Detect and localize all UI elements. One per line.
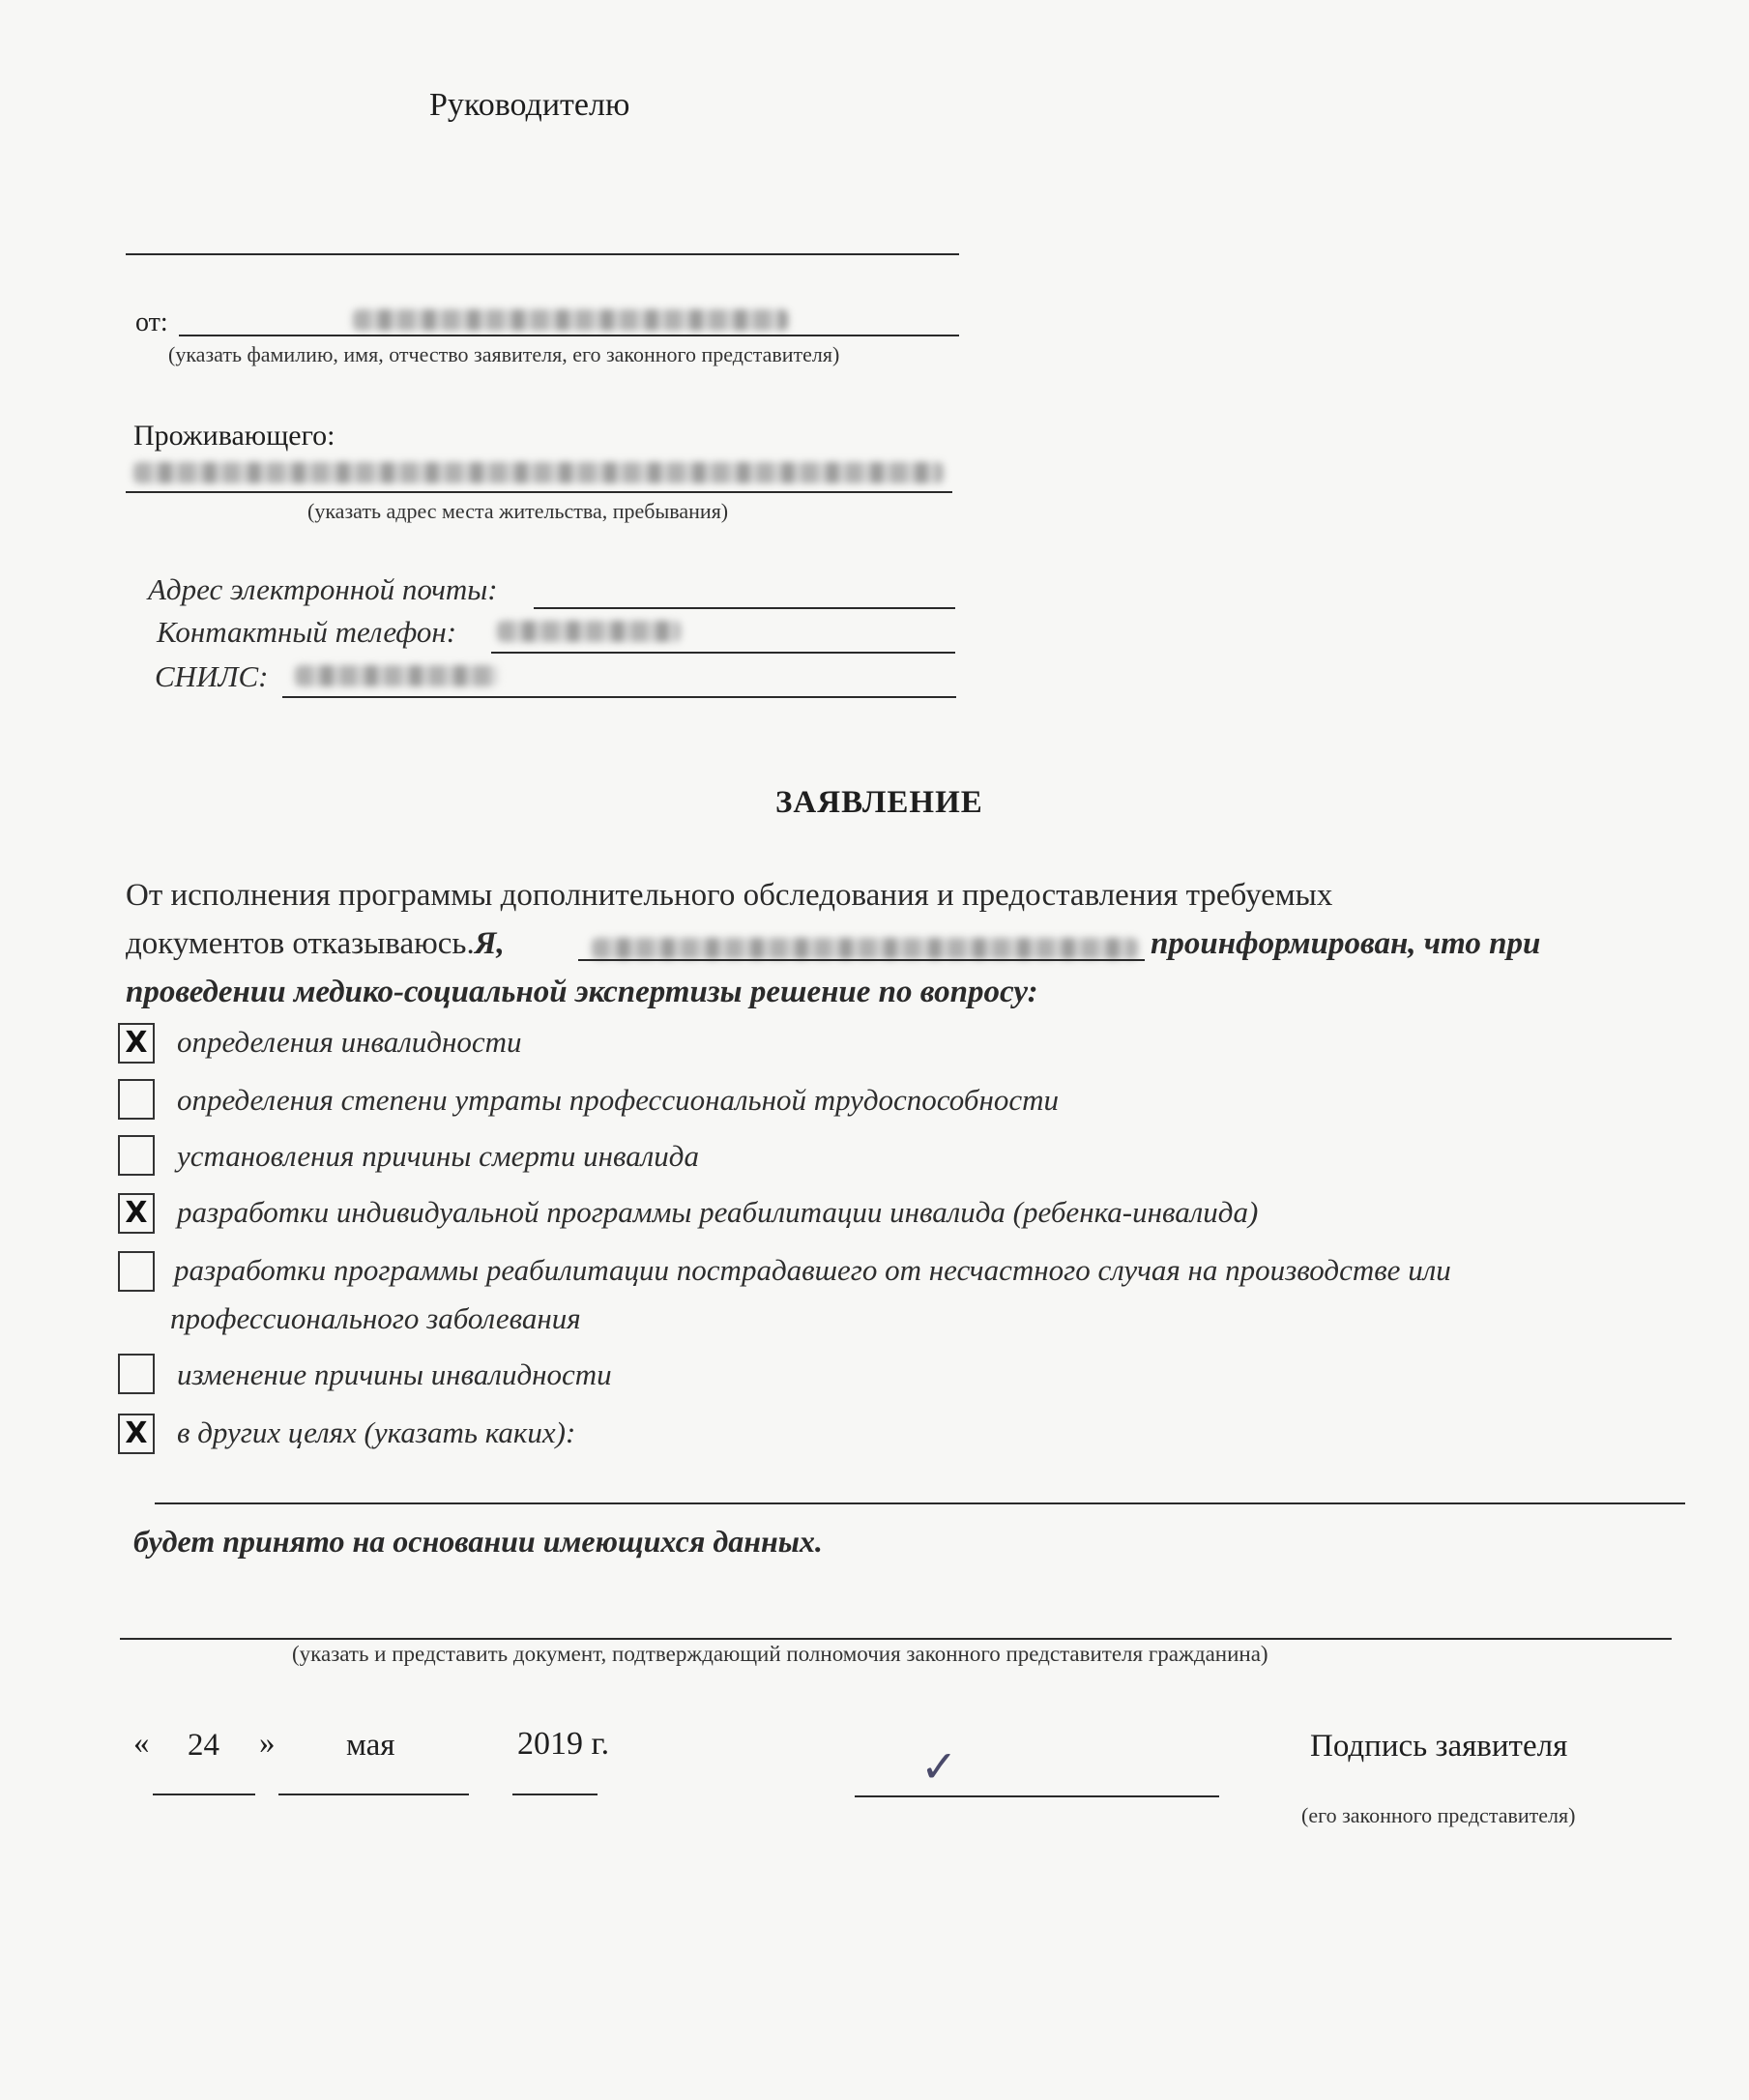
date-day-line (153, 1794, 255, 1795)
redacted-applicant-name (353, 309, 788, 331)
checkbox-other-purposes[interactable]: X (118, 1414, 155, 1454)
addressee: Руководителю (429, 87, 630, 123)
date-day: 24 (188, 1728, 219, 1763)
document-title: ЗАЯВЛЕНИЕ (775, 785, 983, 820)
residing-label: Проживающего: (133, 420, 335, 452)
option-work-capacity: определения степени утраты профессиональной трудоспособности (177, 1083, 1059, 1117)
option-change-cause: изменение причины инвалидности (177, 1357, 612, 1391)
checkbox-death-cause[interactable] (118, 1135, 155, 1176)
other-purposes-line (155, 1502, 1685, 1504)
option-death-cause: установления причины смерти инвалида (177, 1139, 699, 1173)
redacted-snils (295, 665, 498, 686)
option-other-purposes: в других целях (указать каких): (177, 1415, 576, 1449)
date-open-quote: « (133, 1726, 150, 1761)
option-individual-program: разработки индивидуальной программы реабилитации инвалида (ребенка-инвалида) (177, 1195, 1259, 1229)
date-year: 2019 г. (517, 1726, 610, 1762)
residing-line (126, 491, 952, 493)
name-inline-line (578, 959, 1145, 961)
redacted-phone (497, 621, 681, 642)
signature-sub: (его законного представителя) (1301, 1803, 1576, 1827)
from-hint: (указать фамилию, имя, отчество заявителя, его законного представителя) (168, 342, 840, 366)
checkbox-individual-program[interactable]: X (118, 1193, 155, 1234)
representative-hint: (указать и представить документ, подтверждающий полномочия законного представителя гражданина) (292, 1642, 1268, 1666)
phone-line (491, 652, 955, 654)
body-line-2 (126, 926, 505, 962)
snils-label: СНИЛС: (155, 659, 269, 693)
option-accident-program-cont: профессионального заболевания (170, 1301, 581, 1335)
email-label: Адрес электронной почты: (148, 572, 498, 606)
signature-label: Подпись заявителя (1310, 1729, 1568, 1764)
from-label: от: (135, 307, 168, 337)
checkbox-work-capacity[interactable] (118, 1079, 155, 1120)
signature-line (855, 1795, 1219, 1797)
phone-label: Контактный телефон: (157, 615, 457, 649)
option-disability: определения инвалидности (177, 1025, 522, 1059)
body-line-3: проведении медико-социальной экспертизы решение по вопросу: (126, 975, 1038, 1009)
addressee-line (126, 253, 959, 255)
conclusion: будет принято на основании имеющихся данных. (133, 1524, 823, 1559)
option-accident-program: разработки программы реабилитации пострадавшего от несчастного случая на производстве или (174, 1253, 1451, 1287)
checkbox-disability[interactable]: X (118, 1023, 155, 1064)
body-line-1: От исполнения программы дополнительного обследования и предоставления требуемых (126, 878, 1333, 913)
redacted-address (133, 462, 944, 483)
snils-line (282, 696, 956, 698)
redacted-name-inline (592, 938, 1138, 959)
representative-line (120, 1638, 1672, 1640)
checkbox-accident-program[interactable] (118, 1251, 155, 1292)
body-line-2-start: документов отказываюсь. (126, 926, 475, 961)
email-line (534, 607, 955, 609)
body-line-2-end: проинформирован, что при (1151, 926, 1541, 961)
date-month: мая (346, 1728, 395, 1763)
date-year-line (512, 1794, 598, 1795)
checkbox-change-cause[interactable] (118, 1354, 155, 1394)
body-line-2-ya: Я, (474, 926, 505, 961)
from-line (179, 335, 959, 336)
date-close-quote: » (259, 1726, 276, 1761)
date-month-line (278, 1794, 469, 1795)
signature-mark: ✓ (920, 1740, 958, 1793)
residing-hint: (указать адрес места жительства, пребывания) (307, 499, 729, 523)
